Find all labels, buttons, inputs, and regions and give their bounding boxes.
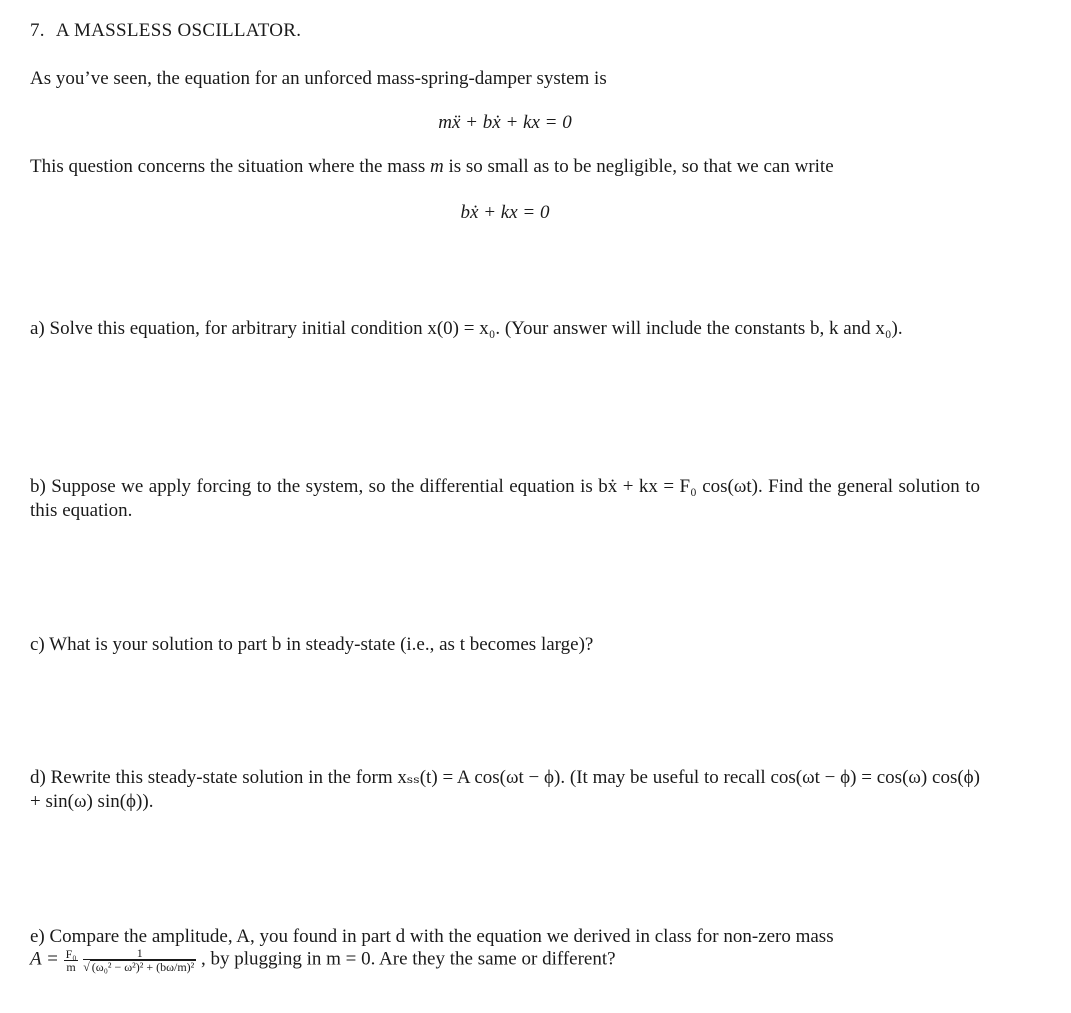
part-e-formula-line — [30, 947, 980, 973]
part-c: c) What is your solution to part b in steady-state (i.e., as t becomes large)? — [30, 634, 594, 655]
equation-mass-spring-damper: mẍ + bẋ + kx = 0 — [438, 112, 572, 133]
part-a: a) Solve this equation, for arbitrary initial condition x(0) = x₀. (Your answer will include the constants b, k and x₀). — [30, 318, 903, 339]
mass-variable: m — [429, 156, 444, 177]
amplitude-label: A = — [30, 948, 59, 970]
equation-massless: bẋ + kx = 0 — [460, 202, 550, 223]
massless-text: This question concerns the situation where the mass m is so small as to be negligible, so that we can write — [30, 156, 834, 177]
part-d: d) Rewrite this steady-state solution in the form xₛₛ(t) = A cos(ωt − ϕ). (It may be useful to recall cos(ωt − ϕ) = cos(ω) cos(ϕ) + sin(ω) sin(ϕ)). — [30, 767, 980, 812]
part-e-tail: , by plugging in m = 0. Are they the same or different? — [201, 948, 616, 970]
question-number: 7. — [30, 20, 45, 41]
intro-text: As you’ve seen, the equation for an unforced mass-spring-damper system is — [30, 68, 607, 89]
amplitude-fraction: $\frac{1}{\text{√ (ω₀² − ω²)² + (bω/m)²}}$ — [83, 946, 195, 974]
part-b: b) Suppose we apply forcing to the system, so the differential equation is bẋ + kx = F₀ cos(ωt). Find the general solution to this equation. — [30, 476, 980, 521]
question-heading — [30, 20, 301, 42]
part-e — [30, 925, 980, 973]
f0-over-m-fraction: $\frac{\text{F₀}}{m}$ — [65, 946, 77, 974]
question-title: A MASSLESS OSCILLATOR. — [55, 20, 302, 41]
part-e-line1: e) Compare the amplitude, A, you found in part d with the equation we derived in class for non-zero mass — [30, 926, 834, 947]
sqrt-expression: (ω₀² − ω²)² + (bω/m)² — [91, 960, 195, 974]
